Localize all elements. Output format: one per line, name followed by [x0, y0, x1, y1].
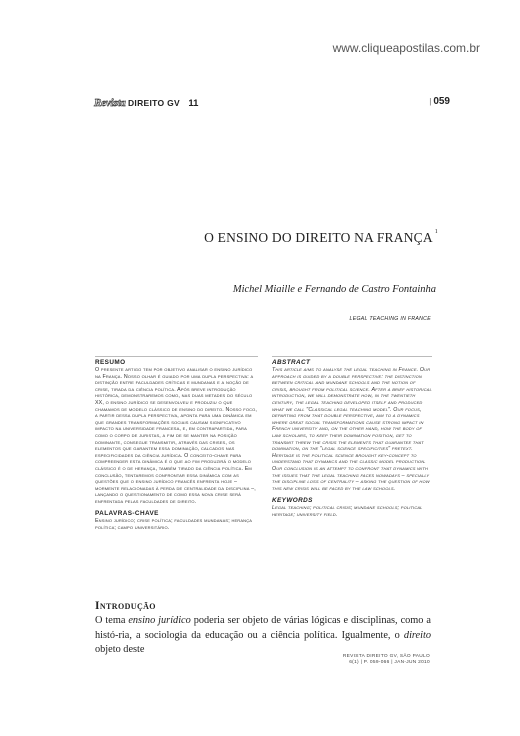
keywords-heading: KEYWORDS	[272, 497, 313, 505]
divider-right	[272, 356, 432, 357]
footer-line-2: 6(1) | P. 059-066 | JAN-JUN 2010	[349, 660, 430, 665]
abstract-heading: ABSTRACT	[272, 359, 311, 366]
page-number-block	[429, 96, 450, 107]
intro-paragraph	[95, 614, 431, 658]
palavras-chave-text: Ensino jurídico; crise política; faculdades mundanas; herança política; campo universitário.	[95, 518, 253, 532]
page-separator: |	[429, 97, 432, 106]
abstract-column	[272, 359, 432, 518]
intro-italic-2: direito	[403, 629, 431, 641]
abstract-text: This article aims to analyse the legal teaching in France. Our approach is guided by a double perspective: the distinction between critical and mundane schools and the notion of crisis, brought from political science. After a brief historical introduction, we will demonstrate how, in the twentieth century, the legal teaching developed itself and produced what we call "Classical legal teaching model". Our focus, departing from that double perspective, aim to a dynamics where great social transformations cause strong impact in French university and, on the other hand, how the body of law scholars, to keep their domination position, get to transmit threw the crisis the elements that guarantee that domination, on the "legal science specificities" pretext. Heritage is the political science brought key-concept to understand that dynamics and the classic model production. Our conclusion is an attempt to confront that dynamics with the issues that the legal teaching faces nowadays – specially the discipline loss of centrality – asking the question of how this new crisis will be faced by the law schools.	[272, 367, 432, 492]
resumo-heading: RESUMO	[95, 359, 126, 366]
journal-name: DIREITO GV	[127, 98, 180, 108]
intro-text-3: objeto deste	[95, 644, 145, 655]
authors: Michel Miaille e Fernando de Castro Fontainha	[232, 284, 436, 295]
journal-header	[94, 97, 198, 109]
footer-line-1: REVISTA DIREITO GV, SÃO PAULO	[342, 654, 430, 659]
intro-text-1: O tema	[95, 615, 129, 626]
article-title-text: O ENSINO DO DIREITO NA FRANÇA	[204, 230, 433, 245]
watermark-url: www.cliqueapostilas.com.br	[332, 41, 480, 55]
resumo-text: O presente artigo tem por objetivo analisar o ensino jurídico na França. Nosso olhar é guiado por uma dupla perspectiva: a distinção entre faculdades críticas e mundanas e a noção de crise, tirada da ciência política. Após breve introdução histórica, demonstraremos como, nas duas metades do século XX, o ensino jurídico se desenvolveu e produziu o que chamamos de modelo clássico de ensino do direito. Nosso foco, a partir dessa dupla perspectiva, aponta para uma dinâmica em que grandes transformações sociais causam significativo impacto na universidade francesa, e, em contrapartida, para como o corpo de juristas, a fim de se manter na posição dominante, consegue transmitir, através das crises, os elementos que garantem essa dominação, calcados nas especificidades da ciência jurídica. O conceito-chave para compreender esta dinâmica é o que ao fim produzirá o modelo clássico é o de herança, também tirado da ciência política. Em conclusão, tentaremos confrontar essa dinâmica com as questões que o ensino jurídico francês enfrenta hoje – mormente relacionadas à perda de centralidade da disciplina –, lançando o questionamento de como essa nova crise será enfrentada pelas faculdades de direito.	[95, 367, 257, 505]
palavras-chave-heading: PALAVRAS-CHAVE	[95, 510, 159, 518]
resumo-column	[95, 359, 258, 532]
english-title-tag: LEGAL TEACHING IN FRANCE	[349, 316, 431, 322]
page-number: 059	[433, 96, 450, 107]
issue-number: 11	[188, 98, 199, 109]
keywords-text: Legal teaching; political crisis; mundane schools; political heritage; university field.	[272, 505, 423, 518]
citation-footer	[343, 654, 430, 666]
title-footnote-mark: 1	[434, 228, 438, 235]
intro-text-2: poderia ser objeto de várias lógicas e disciplinas, como a histó-ria, a sociologia da educação ou a ciência política. Igualmente, o	[95, 615, 431, 641]
journal-mark: Revista	[94, 97, 126, 109]
divider-left	[95, 356, 258, 357]
article-title	[204, 230, 438, 246]
intro-heading: Introdução	[95, 600, 156, 612]
intro-italic-1: ensino jurídico	[128, 615, 191, 626]
